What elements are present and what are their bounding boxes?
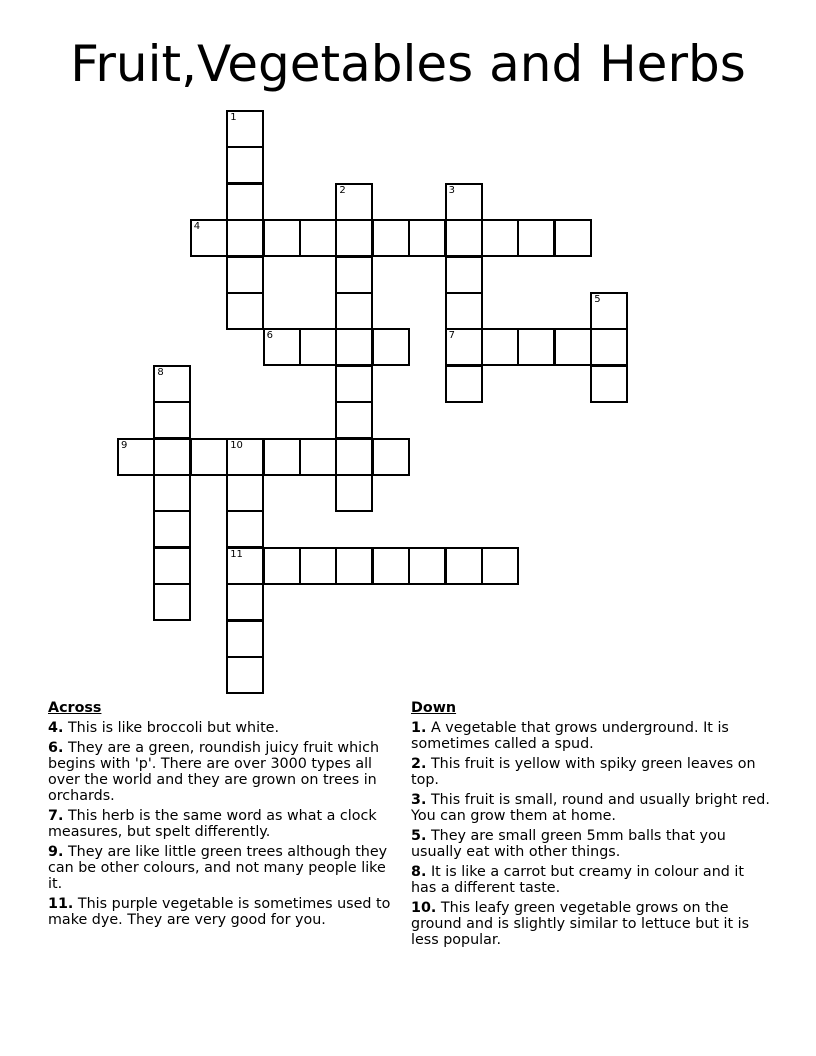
clue-item-text: They are small green 5mm balls that you usually eat with other things. [411, 828, 726, 860]
crossword-cell[interactable] [590, 365, 628, 403]
clue-item [48, 808, 400, 840]
clue-number: 4 [193, 221, 201, 233]
clue-item-text: This is like broccoli but white. [67, 720, 280, 736]
clue-item-number: 2. [411, 756, 427, 772]
crossword-cell[interactable] [445, 219, 483, 257]
crossword-cell[interactable] [153, 583, 191, 621]
clue-item-text: This purple vegetable is sometimes used to make dye. They are very good for you. [48, 896, 391, 928]
clue-item-number: 3. [411, 792, 427, 808]
crossword-cell[interactable] [445, 547, 483, 585]
clue-number: 11 [230, 548, 243, 560]
clue-number: 3 [448, 184, 455, 196]
crossword-cell[interactable] [554, 219, 592, 257]
clue-item-number: 5. [411, 828, 427, 844]
crossword-cell[interactable] [117, 438, 155, 476]
down-clues [411, 700, 771, 952]
clue-item [411, 864, 771, 896]
across-clues [48, 700, 400, 932]
crossword-cell[interactable] [445, 365, 483, 403]
crossword-cell[interactable] [190, 438, 228, 476]
clue-number: 6 [266, 330, 273, 342]
clue-number: 1 [230, 112, 237, 123]
crossword-cell[interactable] [226, 510, 264, 548]
crossword-cell[interactable] [153, 401, 191, 439]
crossword-cell[interactable] [263, 438, 301, 476]
clue-number: 8 [157, 366, 164, 378]
crossword-cell[interactable] [517, 328, 555, 366]
clue-item-number: 4. [48, 720, 64, 736]
crossword-cell[interactable] [408, 547, 446, 585]
crossword-cell[interactable] [299, 219, 337, 257]
crossword-cell[interactable] [372, 219, 410, 257]
clue-item-text: This fruit is small, round and usually bright red. You can grow them at home. [411, 792, 770, 824]
crossword-cell[interactable] [226, 110, 264, 148]
crossword-cell[interactable] [335, 401, 373, 439]
crossword-cell[interactable] [445, 292, 483, 330]
crossword-cell[interactable] [299, 328, 337, 366]
across-heading: Across [48, 700, 102, 716]
down-clue-list [411, 720, 771, 948]
crossword-cell[interactable] [263, 219, 301, 257]
crossword-cell[interactable] [299, 438, 337, 476]
crossword-cell[interactable] [335, 438, 373, 476]
crossword-cell[interactable] [335, 256, 373, 294]
crossword-cell[interactable] [226, 438, 264, 476]
crossword-cell[interactable] [372, 438, 410, 476]
crossword-cell[interactable] [335, 328, 373, 366]
clue-number: 9 [121, 439, 128, 451]
clue-number: 10 [230, 439, 243, 451]
crossword-cell[interactable] [335, 292, 373, 330]
crossword-cell[interactable] [226, 256, 264, 294]
clue-number: 5 [594, 294, 601, 305]
crossword-cell[interactable] [153, 547, 191, 585]
crossword-cell[interactable] [263, 547, 301, 585]
clue-item [411, 792, 771, 824]
clue-item-number: 7. [48, 808, 64, 824]
clue-number: 7 [448, 330, 455, 342]
crossword-cell[interactable] [481, 219, 519, 257]
clue-item-number: 6. [48, 740, 64, 756]
crossword-cell[interactable] [335, 183, 373, 221]
crossword-cell[interactable] [335, 474, 373, 512]
crossword-cell[interactable] [153, 365, 191, 403]
clue-item [411, 828, 771, 860]
crossword-cell[interactable] [554, 328, 592, 366]
clue-item-number: 1. [411, 720, 427, 736]
clue-item-text: They are a green, roundish juicy fruit which begins with 'p'. There are over 3000 types all over the world and they are grown on trees in orchards. [48, 740, 380, 804]
crossword-cell[interactable] [408, 219, 446, 257]
clue-item [411, 756, 771, 788]
crossword-cell[interactable] [335, 365, 373, 403]
crossword-cell[interactable] [226, 183, 264, 221]
clue-item-text: They are like little green trees although they can be other colours, and not many people like it. [48, 844, 388, 892]
crossword-cell[interactable] [226, 547, 264, 585]
crossword-cell[interactable] [226, 656, 264, 694]
clue-item [411, 900, 771, 948]
clue-item-number: 11. [48, 896, 74, 912]
crossword-cell[interactable] [517, 219, 555, 257]
clue-item-text: It is like a carrot but creamy in colour and it has a different taste. [411, 864, 744, 896]
crossword-cell[interactable] [335, 547, 373, 585]
clue-item-text: This fruit is yellow with spiky green leaves on top. [411, 756, 756, 788]
crossword-cell[interactable] [372, 328, 410, 366]
clue-item-text: This leafy green vegetable grows on the ground and is slightly similar to lettuce but it is less popular. [411, 900, 750, 948]
clue-item-number: 8. [411, 864, 427, 880]
crossword-cell[interactable] [153, 474, 191, 512]
clue-number: 2 [339, 184, 346, 196]
clue-item-number: 9. [48, 844, 64, 860]
crossword-cell[interactable] [226, 620, 264, 658]
page-title: Fruit,Vegetables and Herbs [70, 35, 746, 93]
crossword-cell[interactable] [299, 547, 337, 585]
clue-item-number: 10. [411, 900, 437, 916]
across-clue-list [48, 720, 400, 928]
crossword-cell[interactable] [226, 292, 264, 330]
clue-item [48, 720, 400, 736]
crossword-cell[interactable] [226, 219, 264, 257]
clue-item [48, 844, 400, 892]
crossword-cell[interactable] [226, 146, 264, 184]
clue-item [48, 740, 400, 804]
crossword-cell[interactable] [372, 547, 410, 585]
down-heading: Down [411, 700, 457, 716]
clue-item-text: This herb is the same word as what a clock measures, but spelt differently. [48, 808, 377, 840]
crossword-cell[interactable] [590, 328, 628, 366]
clue-item [411, 720, 771, 752]
crossword-cell[interactable] [226, 583, 264, 621]
clue-item-text: A vegetable that grows underground. It is sometimes called a spud. [411, 720, 729, 752]
crossword-cell[interactable] [445, 328, 483, 366]
crossword-cell[interactable] [335, 219, 373, 257]
crossword-cell[interactable] [153, 510, 191, 548]
crossword-cell[interactable] [445, 256, 483, 294]
crossword-cell[interactable] [226, 474, 264, 512]
crossword-cell[interactable] [263, 328, 301, 366]
crossword-cell[interactable] [445, 183, 483, 221]
crossword-cell[interactable] [190, 219, 228, 257]
crossword-cell[interactable] [481, 547, 519, 585]
crossword-cell[interactable] [153, 438, 191, 476]
crossword-cell[interactable] [481, 328, 519, 366]
crossword-cell[interactable] [590, 292, 628, 330]
clue-item [48, 896, 400, 928]
